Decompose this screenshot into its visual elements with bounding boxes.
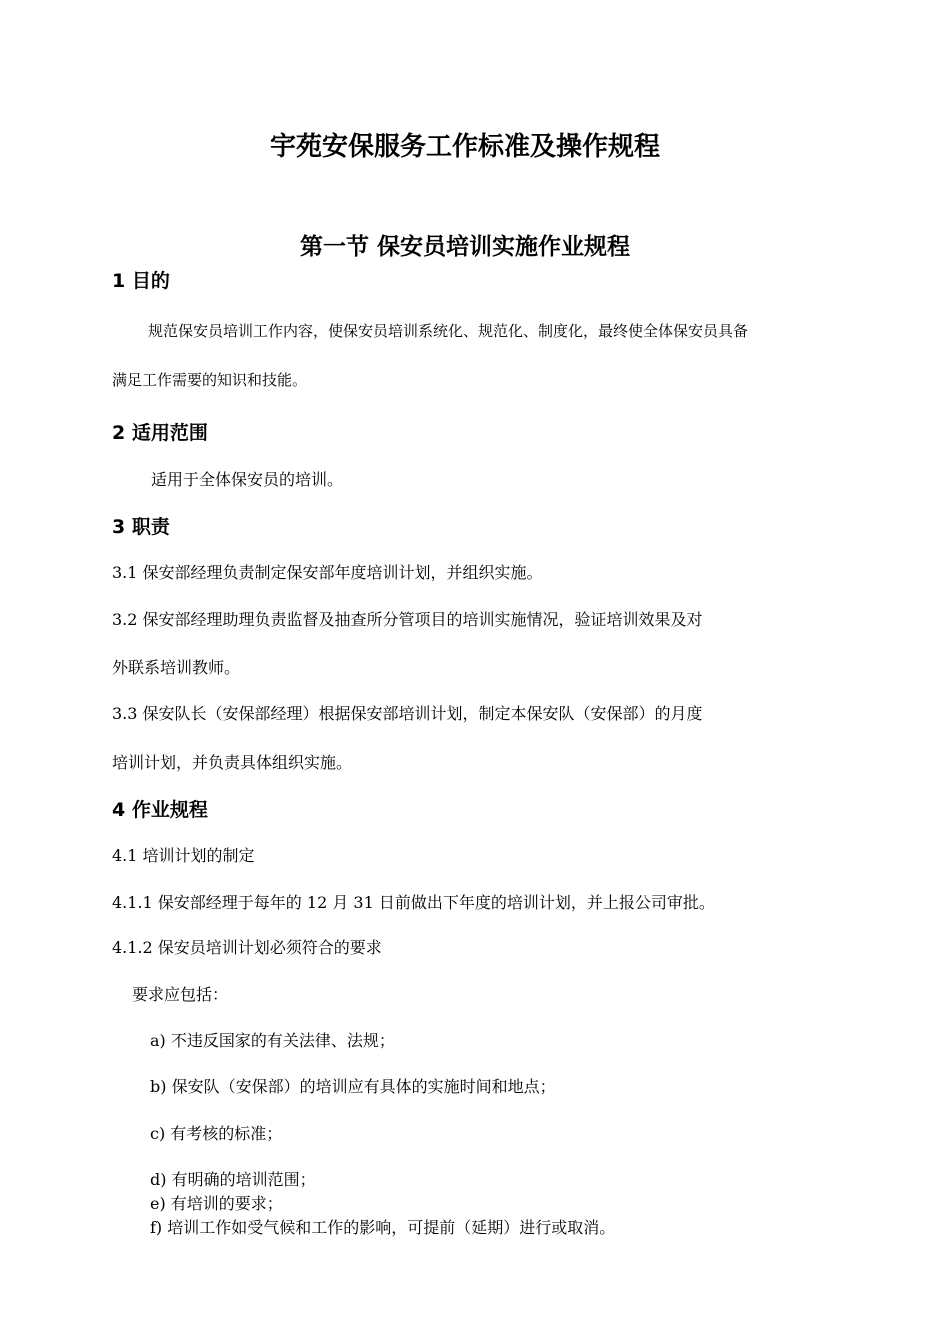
procedure-line-3: 4.1.2 保安员培训计划必须符合的要求 [112, 938, 382, 957]
heading-procedure: 4 作业规程 [112, 799, 208, 821]
requirement-item-d: d) 有明确的培训范围； [150, 1170, 316, 1189]
responsibility-line-2: 3.2 保安部经理助理负责监督及抽查所分管项目的培训实施情况，验证培训效果及对 [112, 610, 703, 629]
requirement-item-e: e) 有培训的要求； [150, 1194, 283, 1213]
document-title: 宇苑安保服务工作标准及操作规程 [269, 132, 660, 162]
heading-purpose: 1 目的 [112, 270, 170, 292]
procedure-line-4: 要求应包括： [132, 985, 229, 1004]
requirement-item-a: a) 不违反国家的有关法律、法规； [150, 1031, 395, 1050]
requirement-item-f: f) 培训工作如受气候和工作的影响，可提前（延期）进行或取消。 [150, 1218, 616, 1237]
responsibility-line-1: 3.1 保安部经理负责制定保安部年度培训计划，并组织实施。 [112, 563, 543, 582]
heading-responsibilities: 3 职责 [112, 516, 170, 538]
heading-scope: 2 适用范围 [112, 422, 208, 444]
purpose-line-2: 满足工作需要的知识和技能。 [112, 371, 308, 389]
responsibility-line-3: 外联系培训教师。 [112, 658, 241, 677]
section-title: 第一节 保安员培训实施作业规程 [299, 234, 630, 260]
responsibility-line-5: 培训计划，并负责具体组织实施。 [112, 753, 353, 772]
scope-line-1: 适用于全体保安员的培训。 [151, 470, 344, 489]
responsibility-line-4: 3.3 保安队长（安保部经理）根据保安部培训计划，制定本保安队（安保部）的月度 [112, 704, 703, 723]
requirement-item-b: b) 保安队（安保部）的培训应有具体的实施时间和地点； [150, 1077, 556, 1096]
requirement-item-c: c) 有考核的标准； [150, 1124, 283, 1143]
procedure-line-2: 4.1.1 保安部经理于每年的 12 月 31 日前做出下年度的培训计划，并上报公司审批。 [112, 893, 715, 912]
procedure-line-1: 4.1 培训计划的制定 [112, 846, 255, 865]
purpose-line-1: 规范保安员培训工作内容，使保安员培训系统化、规范化、制度化，最终使全体保安员具备 [148, 322, 749, 340]
